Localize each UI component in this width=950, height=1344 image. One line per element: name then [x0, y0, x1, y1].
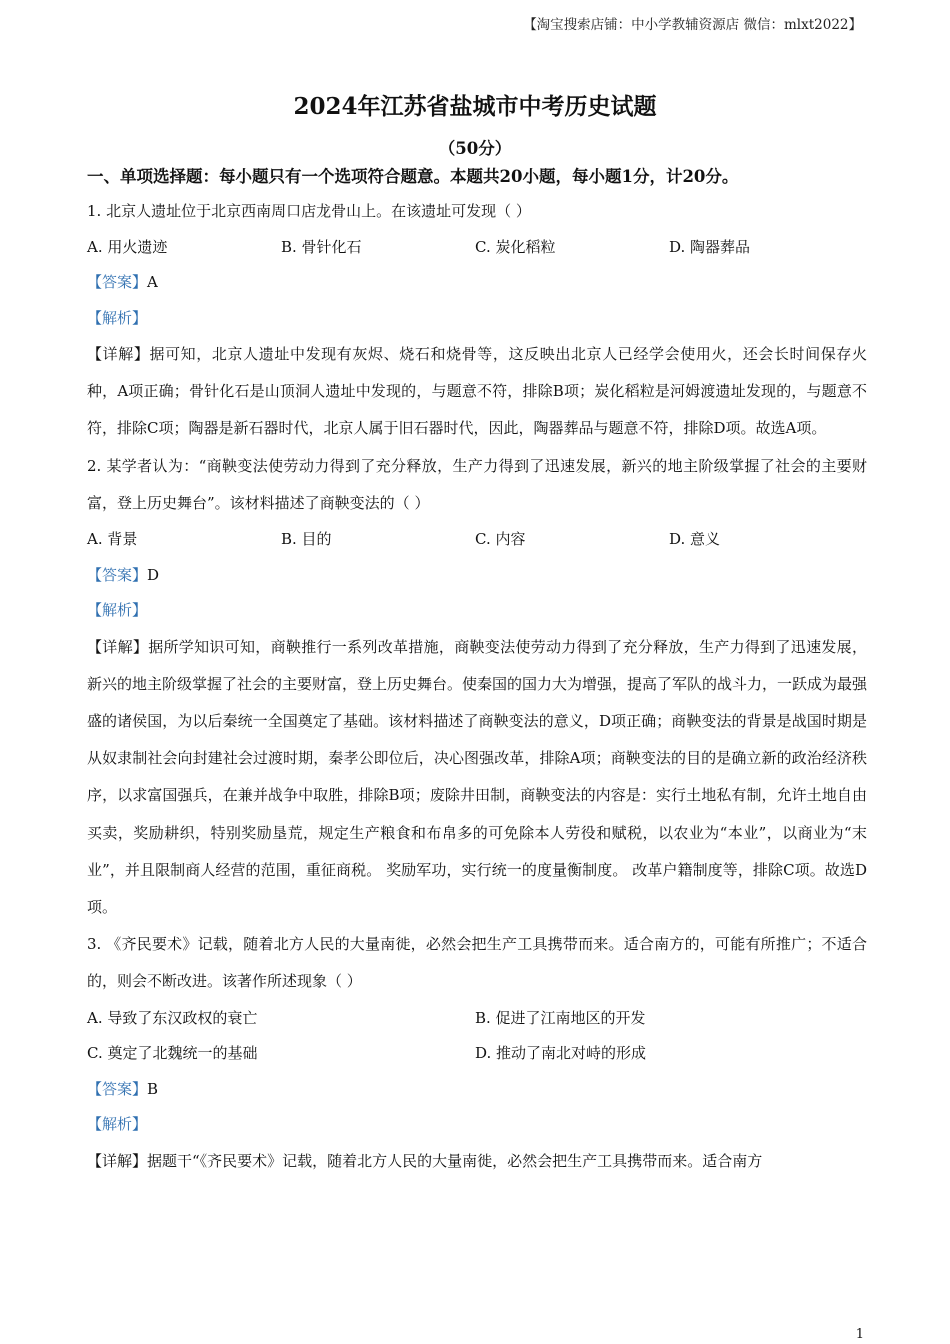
- detail-paragraph: [87, 629, 867, 927]
- detail-text: 据题干“《齐民要术》记载，随着北方人民的大量南徙，必然会把生产工具携带而来。适合南方: [147, 1151, 763, 1170]
- option-d: D. 陶器葬品: [669, 237, 751, 256]
- question-1: [87, 194, 867, 448]
- option-b: B. 目的: [281, 530, 332, 549]
- total-score: （50分）: [438, 139, 512, 158]
- page-title: 2024年江苏省盐城市中考历史试题: [293, 93, 657, 120]
- option-list: [87, 230, 867, 266]
- detail-paragraph: [87, 336, 867, 448]
- answer-label: 【答案】: [87, 1079, 148, 1098]
- page-number: 1: [855, 1327, 864, 1342]
- question-2: [87, 448, 867, 927]
- option-b: B. 促进了江南地区的开发: [475, 1008, 646, 1027]
- option-b: B. 骨针化石: [281, 237, 362, 256]
- answer-value: A: [147, 273, 158, 291]
- option-list: [87, 522, 867, 558]
- option-a: A. 背景: [87, 530, 138, 549]
- analysis-line: [87, 1107, 867, 1143]
- analysis-label: 【解析】: [87, 308, 148, 327]
- detail-label: 【详解】: [87, 637, 149, 656]
- analysis-line: [87, 301, 867, 337]
- analysis-label: 【解析】: [87, 1115, 148, 1134]
- answer-label: 【答案】: [87, 565, 148, 584]
- answer-value: B: [147, 1079, 159, 1098]
- exam-content: [87, 160, 867, 1180]
- option-c: C. 内容: [475, 530, 526, 549]
- option-list: [87, 1001, 867, 1037]
- option-d: D. 推动了南北对峙的形成: [475, 1044, 647, 1063]
- analysis-line: [87, 593, 867, 629]
- answer-label: 【答案】: [87, 273, 148, 291]
- answer-value: D: [147, 565, 160, 584]
- question-3: [87, 926, 867, 1180]
- option-d: D. 意义: [669, 530, 721, 549]
- question-stem: 2. 某学者认为：“商鞅变法使劳动力得到了充分释放，生产力得到了迅速发展，新兴的地主阶级掌握了社会的主要财富，登上历史舞台”。该材料描述了商鞅变法的（ ）: [87, 456, 867, 512]
- analysis-label: 【解析】: [87, 601, 148, 620]
- question-stem: 1. 北京人遗址位于北京西南周口店龙骨山上。在该遗址可发现（ ）: [87, 202, 531, 220]
- option-list: [87, 1036, 867, 1072]
- option-a: A. 导致了东汉政权的衰亡: [87, 1008, 258, 1027]
- detail-paragraph: [87, 1143, 867, 1180]
- section-title: 一、单项选择题：每小题只有一个选项符合题意。本题共20小题，每小题1分，计20分。: [87, 167, 739, 186]
- question-stem: 3. 《齐民要术》记载，随着北方人民的大量南徙，必然会把生产工具携带而来。适合南方的，可能有所推广；不适合的，则会不断改进。该著作所述现象（ ）: [87, 935, 867, 991]
- option-a: A. 用火遗迹: [87, 237, 168, 256]
- answer-line: [87, 558, 867, 594]
- option-c: C. 奠定了北魏统一的基础: [87, 1044, 258, 1063]
- answer-line: [87, 265, 867, 301]
- detail-label: 【详解】: [87, 345, 150, 363]
- detail-text: 据所学知识可知，商鞅推行一系列改革措施，商鞅变法使劳动力得到了充分释放，生产力得到了迅速发展，新兴的地主阶级掌握了社会的主要财富，登上历史舞台。使秦国的国力大为增强，提高了军队的战斗力，一跃成为最强盛的诸侯国，为以后秦统一全国奠定了基础。该材料描述了商鞅变法的意义，D项正确；商鞅变法的背景是战国时期是从奴隶制社会向封建社会过渡时期，秦孝公即位后，决心图强改革，排除A项；商鞅变法的目的是确立新的政治经济秩序，以求富国强兵，在兼并战争中取胜，排除B项；废除井田制，商鞅变法的内容是：实行土地私有制，允许土地自由买卖，奖励耕织，特别奖励垦荒，规定生产粮食和布帛多的可免除本人劳役和赋税，以农业为“本业”，以商业为“末业”，并且限制商人经营的范围，重征商税。 奖励军功，实行统一的度量衡制度。 改革户籍制度等，排除C项。故选D项。: [87, 637, 868, 916]
- header-note: 【淘宝搜索店铺：中小学教辅资源店 微信：mlxt2022】: [523, 17, 862, 33]
- option-c: C. 炭化稻粒: [475, 237, 556, 256]
- answer-line: [87, 1072, 867, 1108]
- detail-text: 据可知，北京人遗址中发现有灰烬、烧石和烧骨等，这反映出北京人已经学会使用火，还会长时间保存火种，A项正确；骨针化石是山顶洞人遗址中发现的，与题意不符，排除B项；炭化稻粒是河姆渡遗址发现的，与题意不符，排除C项；陶器是新石器时代，北京人属于旧石器时代，因此，陶器葬品与题意不符，排除D项。故选A项。: [87, 345, 867, 438]
- detail-label: 【详解】: [87, 1151, 148, 1170]
